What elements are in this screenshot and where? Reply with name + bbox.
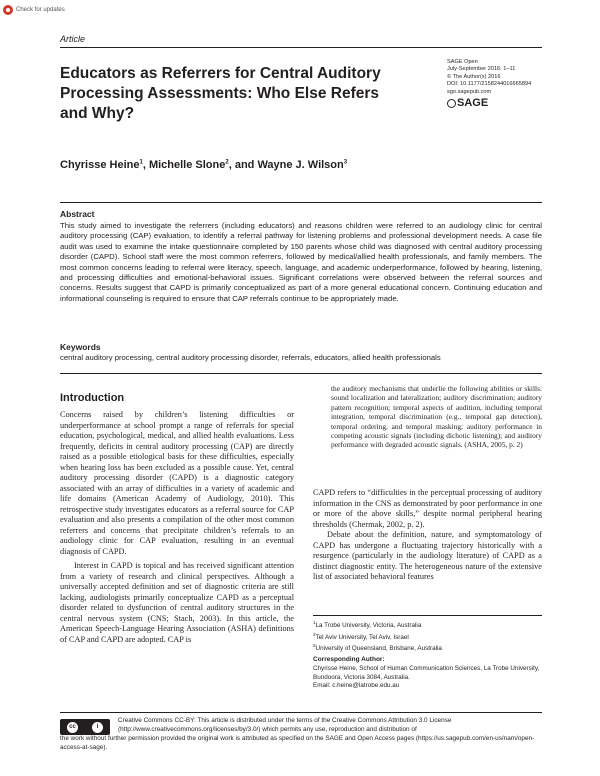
check-for-updates-label: Check for updates: [16, 7, 65, 13]
license-text-continued: the work without further permission provided the original work is attributed as specified on the SAGE and Open Access pages (https://us.sagepub.com/en-us/nam/open-access-at-sage).: [60, 735, 535, 751]
header-rule: [60, 47, 542, 48]
corresponding-author-email[interactable]: Email: c.heine@latrobe.edu.au: [313, 682, 400, 690]
affiliation-mark: 3: [313, 643, 316, 649]
copyright: © The Author(s) 2016: [447, 73, 501, 80]
affiliation: [313, 642, 442, 654]
keywords-rule: [60, 373, 542, 374]
abstract-text: This study aimed to investigate the referrers (including educators) and reasons children were referred to an audiology clinic for central auditory processing (CAP) evaluation, to identify a referral pathway for listening problems and professional development needs. A case file audit was used to examine the intake questionnaire completed by 150 parents whose child was diagnosed with central auditory processing disorder (CAPD). School staff were the most common referrers, followed by medical/allied health professionals, and family members. The most common concerns leading to referral were literacy, speech, language, and academic underperformance, followed by hearing, listening, and processing difficulties and emotional-behavioral issues. Significant correlations were observed between the referral sources and concerns. Results suggest that CAPD is primarily conceptualized as part of a more general educational concern. Continuing education and informational counseling is required to ensure that CAP referrals continue to be appropriately made.: [60, 221, 542, 303]
footer-rule: [60, 712, 542, 713]
abstract-rule: [60, 202, 542, 203]
check-for-updates-link[interactable]: [3, 5, 65, 15]
journal-name: SAGE Open: [447, 59, 478, 65]
corresponding-author-address: Chyrisse Heine, School of Human Communication Sciences, La Trobe University, Bundoora, Victoria 3084, Australia.: [313, 665, 540, 681]
affiliation-text: La Trobe University, Victoria, Australia: [315, 622, 422, 630]
doi: DOI: 10.1177/2158244016665894: [447, 81, 532, 88]
keywords-heading: Keywords: [60, 342, 101, 352]
journal-issue: July-September 2016: 1–11: [447, 66, 516, 73]
affiliations: [313, 619, 442, 654]
affiliation-text: Tel Aviv University, Tel Aviv, Israel: [315, 633, 409, 641]
sage-logo: [447, 97, 488, 109]
intro-paragraph: Debate about the definition, nature, and symptomatology of CAPD has undergone a fluctuating trajectory historically with a resurgence (particularly in the audiology literature) of CAPD as a distinct diagnostic entity. The heterogeneous nature of the extensive list of associated behavioral features: [313, 530, 542, 581]
introduction-heading: Introduction: [60, 392, 125, 404]
author-affiliation-mark: 1: [139, 159, 143, 166]
sage-logo-text: SAGE: [457, 97, 489, 109]
update-badge-icon: [3, 5, 13, 15]
author-affiliation-mark: 2: [225, 159, 229, 166]
author-name: Michelle Slone: [148, 159, 226, 171]
article-type-label: Article: [60, 34, 86, 44]
keywords-text: central auditory processing, central auditory processing disorder, referrals, educators, allied health professionals: [60, 353, 441, 362]
intro-paragraph: Interest in CAPD is topical and has received significant attention from a variety of research and clinical perspectives. Although a universally accepted definition and set of diagnostic criteria are still lacking, audiologists primarily conceptualize CAPD as a perceptual disorder related to dysfunction of central auditory structures in the central nervous system (CNS; Stach, 2003). In this article, the American Speech-Language Hearing Association (ASHA) definitions of CAP and CAPD are adopted. CAP is: [60, 561, 294, 644]
block-quote: the auditory mechanisms that underlie the following abilities or skills: sound localization and lateralization; auditory discrimination; auditory pattern recognition; temporal aspects of audition, including temporal integration, temporal discrimination (e.g., temporal gap detection), temporal ordering, and temporal masking; auditory performance in competing acoustic signals (including dichotic listening); and auditory performance with degraded acoustic signals. (ASHA, 2005, p. 2): [331, 384, 542, 450]
author-affiliation-mark: 3: [343, 159, 348, 166]
publication-info: [447, 59, 531, 96]
abstract-heading: Abstract: [60, 209, 95, 219]
affiliation: [313, 619, 442, 631]
creative-commons-badge[interactable]: [60, 719, 110, 735]
author-name: Chyrisse Heine: [60, 159, 140, 171]
affiliation: [313, 631, 442, 643]
affiliation-text: University of Queensland, Brisbane, Australia: [315, 645, 442, 653]
journal-url[interactable]: sgo.sagepub.com: [447, 88, 492, 95]
author-name: Wayne J. Wilson: [257, 159, 344, 171]
affiliation-mark: 1: [313, 620, 316, 625]
cc-icon: cc: [67, 722, 78, 733]
left-column: [60, 410, 294, 645]
corresponding-author-details: [313, 665, 542, 691]
intro-paragraph: Concerns raised by children’s listening difficulties or underperformance at school prompt a range of referrals for special education, psychological, medical, and allied health evaluations. Less frequently, deficits in central auditory processing (CAP) are directly raised as a possible etiological basis for these difficulties, especially when hearing loss has been excluded as a possible cause. Yet, central auditory processing disorder (CAPD) is a diagnostic category associated with an array of difficulties in a variety of academic and life domains (American Academy of Audiology, 2010). This retrospective study investigates educators as a referral source for CAP evaluation and also presents a compilation of the other most common referrers and concerns that precipitate children’s referrals to an audiology clinic for CAP evaluation, resulting in an eventual diagnosis of CAPD.: [60, 410, 294, 556]
intro-paragraph: CAPD refers to “difficulties in the perceptual processing of auditory information in the CNS as demonstrated by poor performance in one or more of the above skills,” despite normal peripheral hearing thresholds (Chermak, 2002, p. 2).: [313, 488, 542, 529]
affiliation-rule: [313, 615, 542, 616]
author-list: Chyrisse Heine$^1$, Michelle Slone$^2$, and Wayne J. Wilson$^3$: [60, 159, 348, 171]
corresponding-author-heading: Corresponding Author:: [313, 656, 385, 663]
sage-logo-icon: [447, 99, 456, 108]
by-attribution-icon: i: [92, 722, 103, 733]
right-column: [313, 488, 542, 583]
affiliation-mark: 2: [313, 631, 316, 637]
license-text: Creative Commons CC-BY: This article is distributed under the terms of the Creative Commons Attribution 3.0 License (http://www.creativecommons.org/licenses/by/3.0/) which permits any use, reproduction and distribution of: [118, 717, 452, 733]
page-title: Educators as Referrers for Central Auditory Processing Assessments: Who Else Refers and Why?: [60, 65, 381, 122]
